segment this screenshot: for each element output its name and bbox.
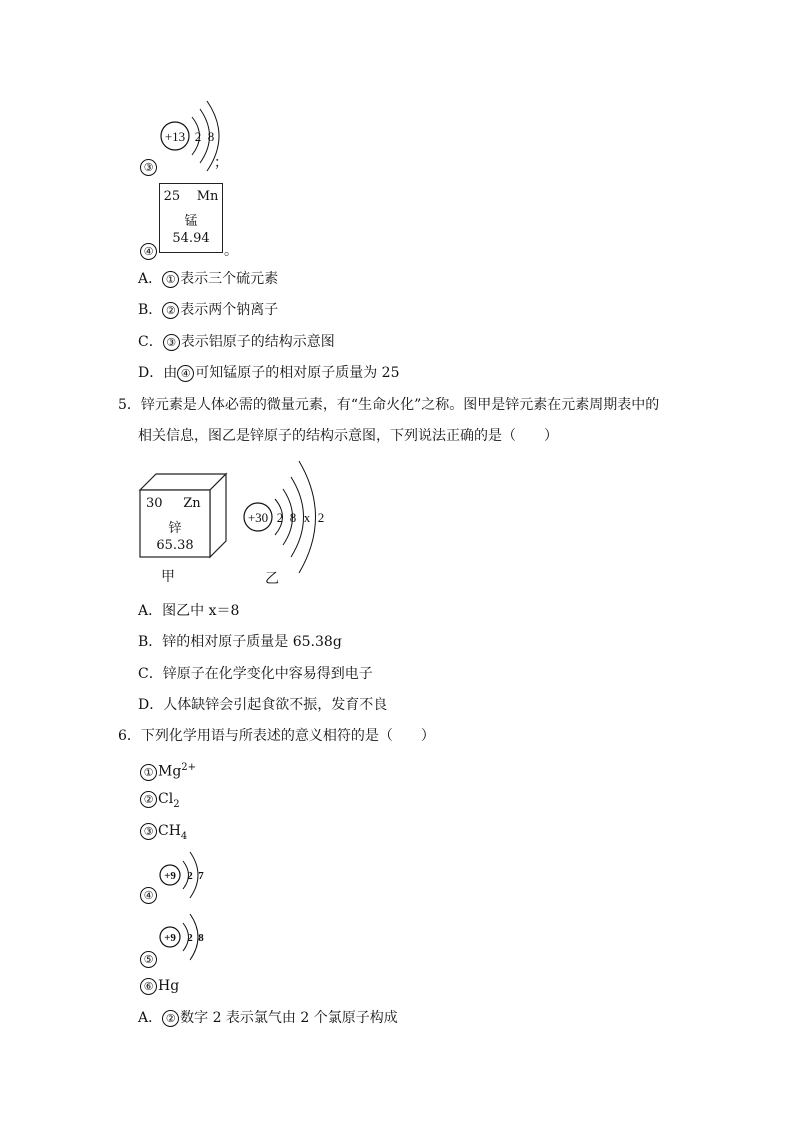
fluorine-atom-diagram <box>156 848 212 902</box>
option-marker: ② <box>162 1010 179 1027</box>
q6-item-4-marker: ④ <box>140 886 158 904</box>
shell-electron-count: x <box>303 510 311 525</box>
q5-stem-line-1: 5．锌元素是人体必需的微量元素，有“生命火化”之称。图甲是锌元素在元素周期表中的 <box>118 397 660 413</box>
q5-option-b[interactable] <box>138 633 342 651</box>
label-yi: 乙 <box>265 571 279 587</box>
option-prefix: 由 <box>163 365 178 381</box>
q4-option-b[interactable] <box>138 301 278 319</box>
q6-option-a[interactable] <box>138 1009 398 1027</box>
q4-option-d[interactable] <box>138 364 400 382</box>
formula-superscript: 2+ <box>181 762 197 773</box>
formula-subscript: 2 <box>173 798 180 810</box>
q6-item-3 <box>140 822 187 846</box>
option-text: 人体缺锌会引起食欲不振，发育不良 <box>163 697 388 713</box>
option-text: 数字 2 表示氯气由 2 个氯原子构成 <box>180 1010 398 1026</box>
card-top-row <box>160 189 222 204</box>
element-symbol: Zn <box>183 496 201 511</box>
atomic-mass: 65.38 <box>156 538 194 553</box>
shell-electron-count: 8 <box>289 510 297 525</box>
shell-electron-count: 7 <box>198 870 204 882</box>
option-letter: B． <box>138 634 163 650</box>
atomic-mass: 54.94 <box>172 231 210 246</box>
item-marker: ① <box>140 764 157 781</box>
atomic-number: 30 <box>146 496 163 511</box>
manganese-element-card <box>159 183 223 253</box>
shell-electron-count: 8 <box>207 129 215 144</box>
q6-item-5-marker: ⑤ <box>140 950 158 968</box>
element-symbol: Mn <box>196 189 219 204</box>
q5-option-a[interactable] <box>138 602 239 620</box>
option-marker: ① <box>162 271 179 288</box>
option-text: 表示两个钠离子 <box>180 302 279 318</box>
nucleus-charge: +9 <box>164 932 176 944</box>
formula-base: Mg <box>158 763 182 780</box>
q5-option-c[interactable] <box>138 665 373 683</box>
option-letter: A． <box>138 1010 163 1026</box>
item-3-marker: ③ <box>140 158 158 176</box>
element-name: 锌 <box>168 521 182 536</box>
nucleus-charge: +9 <box>164 870 176 882</box>
option-letter: A． <box>138 271 163 287</box>
option-text: 图乙中 x＝8 <box>162 603 240 619</box>
q6-item-2 <box>140 790 180 814</box>
item-marker: ⑥ <box>140 978 157 995</box>
option-letter: C． <box>138 334 163 350</box>
option-letter: C． <box>138 666 163 682</box>
formula-base: CH <box>158 823 181 839</box>
nucleus-charge: +30 <box>247 510 269 525</box>
q5-stem-line-2: 相关信息，图乙是锌原子的结构示意图，下列说法正确的是（ ） <box>138 428 558 444</box>
zinc-card-text <box>140 490 210 557</box>
fluoride-ion-diagram <box>156 910 212 964</box>
option-marker: ③ <box>163 334 180 351</box>
q4-option-c[interactable] <box>138 333 335 351</box>
option-marker: ② <box>162 302 179 319</box>
option-letter: D． <box>138 365 164 381</box>
q6-stem: 6．下列化学用语与所表述的意义相符的是（ ） <box>118 728 435 744</box>
item-3-suffix: ； <box>214 155 228 171</box>
shell-electron-count: 2 <box>194 129 202 144</box>
shell-electron-count: 2 <box>187 870 193 882</box>
item-4-marker: ④ <box>140 242 158 260</box>
option-letter: B． <box>138 302 163 318</box>
item-marker: ② <box>140 791 157 808</box>
zinc-atom-diagram <box>240 455 340 575</box>
q6-item-1 <box>140 759 196 781</box>
option-letter: A． <box>138 603 163 619</box>
option-marker: ④ <box>177 365 194 382</box>
formula-subscript: 4 <box>180 830 188 842</box>
label-jia: 甲 <box>161 569 175 585</box>
card-top-row <box>146 496 201 511</box>
shell-electron-count: 2 <box>187 932 193 944</box>
formula-base: Cl <box>158 791 174 807</box>
shell-electron-count: 2 <box>276 510 284 525</box>
atomic-number: 25 <box>163 189 181 204</box>
formula-text: Hg <box>158 978 180 994</box>
option-text: 可知锰原子的相对原子质量为 25 <box>195 365 400 381</box>
q4-option-a[interactable] <box>138 270 278 288</box>
item-marker: ③ <box>140 823 157 840</box>
option-text: 表示三个硫元素 <box>180 271 279 287</box>
nucleus-charge: +13 <box>164 129 186 144</box>
option-text: 锌原子在化学变化中容易得到电子 <box>162 666 373 682</box>
item-4-suffix: 。 <box>224 243 238 259</box>
option-text: 锌的相对原子质量是 65.38g <box>162 634 342 650</box>
q5-option-d[interactable] <box>138 696 387 714</box>
option-letter: D． <box>138 697 164 713</box>
option-text: 表示铝原子的结构示意图 <box>180 334 335 350</box>
shell-electron-count: 8 <box>198 932 204 944</box>
shell-electron-count: 2 <box>317 510 325 525</box>
element-name: 锰 <box>184 214 198 229</box>
q6-item-6 <box>140 977 179 995</box>
